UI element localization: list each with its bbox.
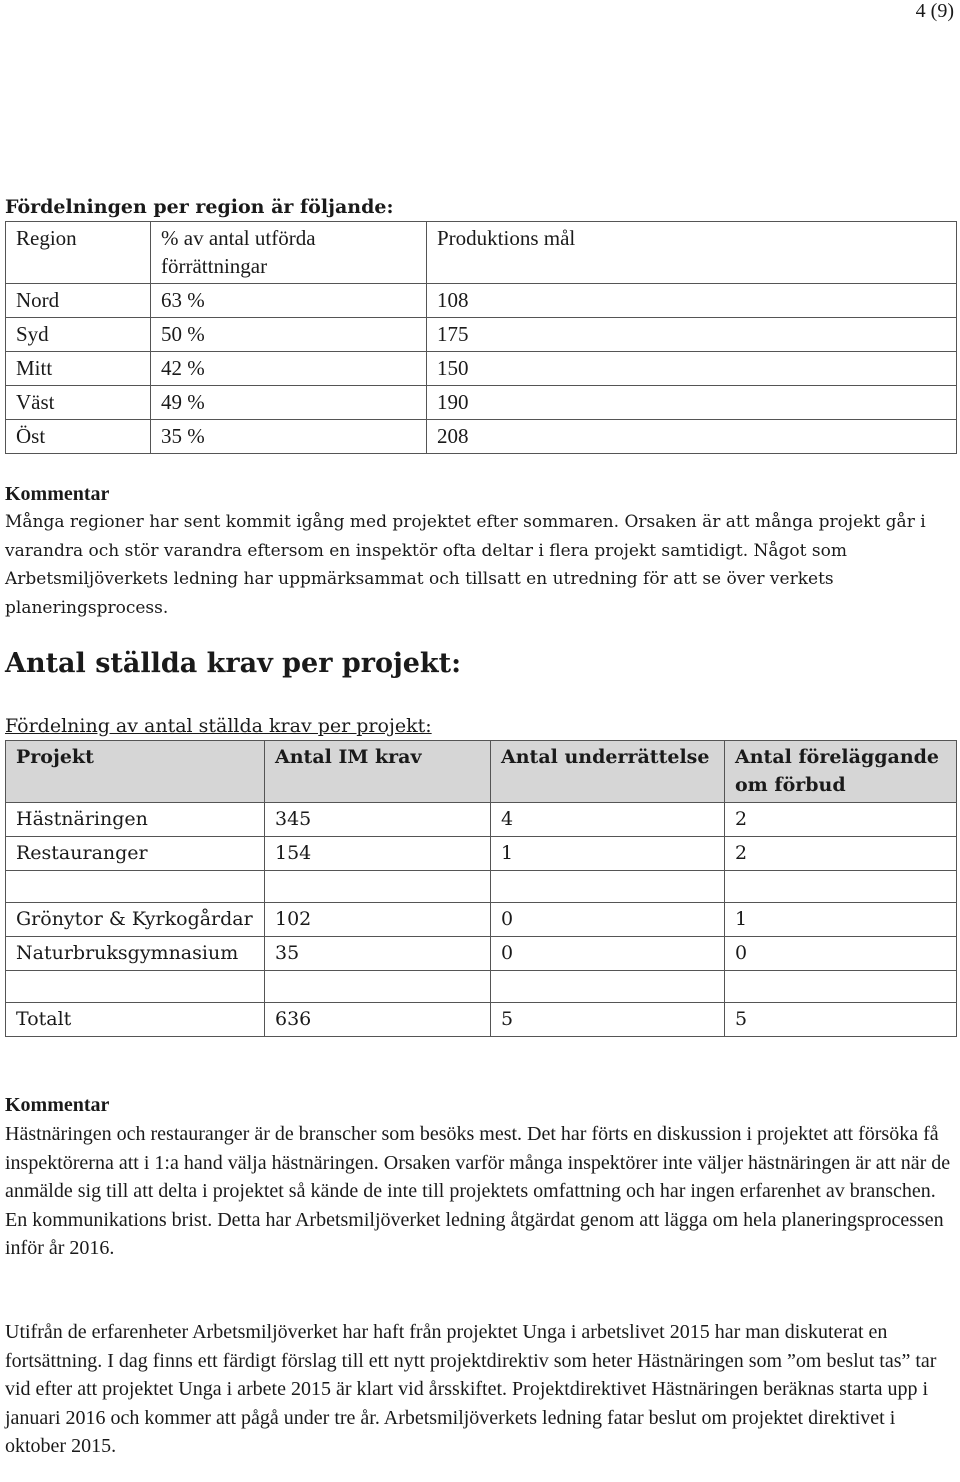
table-cell: 154 (265, 837, 491, 871)
table-row (6, 971, 957, 1003)
table-cell: 175 (427, 318, 957, 352)
table-row (6, 284, 957, 318)
table-cell: 636 (265, 1003, 491, 1037)
closing-text: Utifrån de erfarenheter Arbetsmiljöverket har haft från projektet Unga i arbetslivet 2015 har man diskuterat en fortsättning. I dag finns ett färdigt förslag till ett nytt projektdirektiv som heter Hästnäringen som ”om beslut tas” tar vid efter att projektet Unga i arbete 2015 är klart vid årsskiftet. Projektdirektivet Hästnäringen beräknas starta upp i januari 2016 och kommer att pågå under tre år. Arbetsmiljöverkets ledning fatar beslut om projektet direktivet i oktober 2015. (5, 1321, 937, 1457)
table-cell: 208 (427, 420, 957, 454)
table-row (6, 937, 957, 971)
table-cell: 4 (491, 803, 725, 837)
table-cell: 0 (491, 937, 725, 971)
table-cell: 108 (427, 284, 957, 318)
krav-table (5, 740, 957, 1037)
table-cell: 42 % (151, 352, 427, 386)
table-cell (491, 871, 725, 903)
table-cell: Väst (6, 386, 151, 420)
table-cell (265, 971, 491, 1003)
krav-heading: Antal ställda krav per projekt: (5, 648, 462, 679)
table-cell (6, 871, 265, 903)
table-cell: 35 % (151, 420, 427, 454)
table-row (6, 903, 957, 937)
table-row (6, 318, 957, 352)
table-row (6, 420, 957, 454)
krav-subheading: Fördelning av antal ställda krav per projekt: (5, 715, 432, 737)
table-cell (265, 871, 491, 903)
region-heading: Fördelningen per region är följande: (5, 196, 394, 218)
table-cell: Syd (6, 318, 151, 352)
table-cell: 190 (427, 386, 957, 420)
table-cell: 345 (265, 803, 491, 837)
table-cell: 102 (265, 903, 491, 937)
table-row (6, 386, 957, 420)
table-row (6, 871, 957, 903)
table-cell: 5 (725, 1003, 957, 1037)
table-cell (6, 971, 265, 1003)
table-cell: 2 (725, 803, 957, 837)
table-cell: Totalt (6, 1003, 265, 1037)
table-cell: 150 (427, 352, 957, 386)
table-cell: Naturbruksgymnasium (6, 937, 265, 971)
comment-text: Många regioner har sent kommit igång med projektet efter sommaren. Orsaken är att många projekt går i varandra och stör varandra eftersom en inspektör ofta deltar i flera projekt samtidigt. Något som Arbetsmiljöverkets ledning har uppmärksammat och tillsatt en utredning för att se över verkets planeringsprocess. (5, 512, 926, 618)
table-cell: 0 (491, 903, 725, 937)
table-cell (725, 971, 957, 1003)
column-header: Antal IM krav (265, 741, 491, 803)
column-header: % av antal utförda förrättningar (151, 222, 427, 284)
table-cell: 0 (725, 937, 957, 971)
table-cell: Öst (6, 420, 151, 454)
table-cell: 1 (491, 837, 725, 871)
table-header-row (6, 741, 957, 803)
table-row (6, 837, 957, 871)
table-cell: Hästnäringen (6, 803, 265, 837)
table-cell: 63 % (151, 284, 427, 318)
table-cell: Nord (6, 284, 151, 318)
table-cell: 49 % (151, 386, 427, 420)
table-cell: 1 (725, 903, 957, 937)
table-cell: 50 % (151, 318, 427, 352)
table-cell: 35 (265, 937, 491, 971)
column-header: Antal föreläggande om förbud (725, 741, 957, 803)
table-cell: Restauranger (6, 837, 265, 871)
comment-text-2: Hästnäringen och restauranger är de branscher som besöks mest. Det har förts en diskussion i projektet att försöka få inspektörerna att i 1:a hand välja hästnäringen. Orsaken varför många inspektörer inte väljer hästnäringen är att när de anmälde sig till att delta i projektet så kände de inte till projektets omfattning och har ingen erfarenhet av branschen. En kommunikations brist. Detta har Arbetsmiljöverket ledning åtgärdat genom att lägga om hela planeringsprocessen inför år 2016. (5, 1123, 951, 1259)
table-cell: Mitt (6, 352, 151, 386)
column-header: Region (6, 222, 151, 284)
table-row (6, 1003, 957, 1037)
column-header: Produktions mål (427, 222, 957, 284)
table-row (6, 803, 957, 837)
table-row (6, 352, 957, 386)
page-number: 4 (9) (915, 0, 954, 22)
table-cell: 5 (491, 1003, 725, 1037)
column-header: Antal underrättelse (491, 741, 725, 803)
region-table (5, 221, 957, 454)
table-cell: 2 (725, 837, 957, 871)
comment-title: Kommentar (5, 483, 110, 505)
table-cell: Grönytor & Kyrkogårdar (6, 903, 265, 937)
table-header-row (6, 222, 957, 284)
table-cell (491, 971, 725, 1003)
table-cell (725, 871, 957, 903)
column-header: Projekt (6, 741, 265, 803)
comment-title-2: Kommentar (5, 1094, 110, 1116)
